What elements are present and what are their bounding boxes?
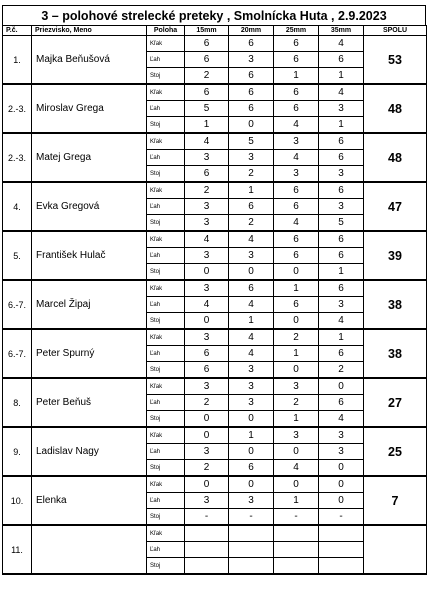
table-row (3, 378, 427, 395)
score-cell: 3 (274, 378, 319, 395)
score-cell: 0 (319, 493, 364, 509)
total-score: 25 (364, 427, 427, 476)
score-cell: 6 (319, 231, 364, 248)
score-cell: 2 (274, 395, 319, 411)
score-cell: 6 (274, 84, 319, 101)
score-cell: 3 (274, 166, 319, 183)
score-cell: 4 (319, 36, 364, 52)
total-score: 53 (364, 36, 427, 85)
competitor-name: Peter Beňuš (32, 378, 147, 427)
score-cell: 2 (185, 395, 229, 411)
score-cell (274, 542, 319, 558)
header-25mm: 25mm (274, 26, 319, 36)
competitor-name: Ladislav Nagy (32, 427, 147, 476)
rank-cell: 11. (3, 525, 32, 574)
header-poloha: Poloha (147, 26, 185, 36)
position-label: Kľak (147, 133, 185, 150)
position-label: Stoj (147, 166, 185, 183)
position-label: Stoj (147, 362, 185, 379)
score-cell: 6 (185, 84, 229, 101)
rank-cell: 1. (3, 36, 32, 85)
position-label: Ľah (147, 297, 185, 313)
rank-cell: 6.-7. (3, 329, 32, 378)
position-label: Ľah (147, 346, 185, 362)
total-score: 38 (364, 280, 427, 329)
score-cell: 0 (274, 313, 319, 330)
rank-cell: 5. (3, 231, 32, 280)
score-cell (274, 558, 319, 575)
score-cell: 3 (185, 215, 229, 232)
score-cell: 3 (185, 378, 229, 395)
header-pos: P.č. (3, 26, 32, 36)
score-cell: 0 (229, 444, 274, 460)
score-cell: 6 (319, 133, 364, 150)
position-label: Kľak (147, 280, 185, 297)
position-label: Stoj (147, 411, 185, 428)
score-cell: 3 (229, 52, 274, 68)
score-cell: 3 (185, 329, 229, 346)
competitor-block (3, 133, 427, 182)
position-label: Kľak (147, 525, 185, 542)
competitor-block (3, 280, 427, 329)
page-title: 3 – polohové strelecké preteky , Smolnícka Huta , 2.9.2023 (2, 5, 426, 25)
score-cell: 3 (229, 150, 274, 166)
score-cell: 6 (229, 460, 274, 477)
score-cell: 1 (274, 411, 319, 428)
score-cell: 6 (274, 52, 319, 68)
score-cell: 0 (185, 411, 229, 428)
total-score: 48 (364, 133, 427, 182)
score-cell: 3 (274, 133, 319, 150)
position-label: Ľah (147, 444, 185, 460)
score-cell: 0 (229, 264, 274, 281)
score-cell: 5 (319, 215, 364, 232)
total-score: 48 (364, 84, 427, 133)
rank-cell: 2.-3. (3, 133, 32, 182)
score-cell: 4 (274, 460, 319, 477)
score-cell: 4 (274, 215, 319, 232)
position-label: Kľak (147, 231, 185, 248)
header-name: Priezvisko, Meno (32, 26, 147, 36)
score-cell: 5 (229, 133, 274, 150)
score-cell: 6 (319, 395, 364, 411)
score-cell: 6 (229, 36, 274, 52)
score-cell: 2 (319, 362, 364, 379)
table-row (3, 280, 427, 297)
score-cell: 0 (319, 460, 364, 477)
table-row (3, 525, 427, 542)
score-cell: 0 (274, 362, 319, 379)
score-cell: - (274, 509, 319, 526)
score-cell: 6 (274, 297, 319, 313)
score-cell: 6 (319, 280, 364, 297)
competitor-name: Matej Grega (32, 133, 147, 182)
score-cell: 6 (319, 346, 364, 362)
score-cell: 3 (185, 444, 229, 460)
table-row (3, 36, 427, 52)
score-cell: 3 (185, 493, 229, 509)
position-label: Stoj (147, 264, 185, 281)
score-cell: 3 (274, 427, 319, 444)
score-cell (274, 525, 319, 542)
score-cell: 1 (185, 117, 229, 134)
table-row (3, 182, 427, 199)
rank-cell: 2.-3. (3, 84, 32, 133)
score-cell (319, 558, 364, 575)
score-cell: 4 (319, 411, 364, 428)
score-cell: 2 (185, 182, 229, 199)
position-label: Ľah (147, 52, 185, 68)
position-label: Ľah (147, 395, 185, 411)
score-cell: 6 (229, 84, 274, 101)
position-label: Ľah (147, 248, 185, 264)
position-label: Ľah (147, 493, 185, 509)
header-spolu: SPOLU (364, 26, 427, 36)
score-cell: 0 (274, 444, 319, 460)
score-cell: 0 (274, 476, 319, 493)
score-cell: 6 (274, 101, 319, 117)
score-cell: 3 (229, 362, 274, 379)
score-cell: 6 (319, 150, 364, 166)
score-cell: 6 (274, 231, 319, 248)
competitor-block (3, 378, 427, 427)
results-table (2, 25, 427, 575)
score-cell: 3 (319, 166, 364, 183)
score-cell: 6 (274, 36, 319, 52)
score-cell: 4 (229, 231, 274, 248)
total-score: 39 (364, 231, 427, 280)
score-cell: 6 (229, 68, 274, 85)
score-cell: 0 (274, 264, 319, 281)
score-cell: 1 (319, 117, 364, 134)
score-cell: 6 (274, 199, 319, 215)
score-cell: - (185, 509, 229, 526)
total-score: 38 (364, 329, 427, 378)
score-cell: 2 (274, 329, 319, 346)
score-cell: 3 (185, 150, 229, 166)
score-cell: - (319, 509, 364, 526)
score-cell: 2 (229, 166, 274, 183)
score-cell: 3 (229, 395, 274, 411)
position-label: Kľak (147, 329, 185, 346)
position-label: Kľak (147, 476, 185, 493)
competitor-block (3, 84, 427, 133)
score-cell: 0 (319, 378, 364, 395)
score-cell: 4 (274, 117, 319, 134)
total-score: 27 (364, 378, 427, 427)
score-cell: 0 (319, 476, 364, 493)
score-cell: 3 (229, 378, 274, 395)
total-score: 7 (364, 476, 427, 525)
score-cell: 6 (185, 362, 229, 379)
position-label: Kľak (147, 427, 185, 444)
score-cell: 0 (229, 411, 274, 428)
score-cell: 6 (229, 199, 274, 215)
position-label: Ľah (147, 150, 185, 166)
score-cell (229, 558, 274, 575)
rank-cell: 9. (3, 427, 32, 476)
score-cell (319, 542, 364, 558)
competitor-name: Evka Gregová (32, 182, 147, 231)
position-label: Kľak (147, 36, 185, 52)
score-cell: 6 (274, 182, 319, 199)
competitor-name: Marcel Žipaj (32, 280, 147, 329)
score-cell: 3 (319, 199, 364, 215)
score-cell: 6 (319, 52, 364, 68)
score-cell: 6 (185, 52, 229, 68)
score-cell: 2 (229, 215, 274, 232)
score-cell (229, 525, 274, 542)
score-cell: 3 (185, 280, 229, 297)
total-score: 47 (364, 182, 427, 231)
score-cell: 0 (185, 313, 229, 330)
position-label: Ľah (147, 199, 185, 215)
score-cell: 4 (319, 84, 364, 101)
table-row (3, 329, 427, 346)
position-label: Stoj (147, 558, 185, 575)
score-cell: 4 (185, 297, 229, 313)
score-cell: 3 (319, 444, 364, 460)
score-cell: 2 (185, 68, 229, 85)
score-cell: 6 (229, 101, 274, 117)
competitor-name: Majka Beňušová (32, 36, 147, 85)
header-15mm: 15mm (185, 26, 229, 36)
position-label: Stoj (147, 509, 185, 526)
competitor-name (32, 525, 147, 574)
score-cell: 1 (274, 493, 319, 509)
score-cell: 6 (185, 166, 229, 183)
competitor-block (3, 36, 427, 85)
results-sheet (2, 5, 426, 575)
score-cell: 4 (229, 329, 274, 346)
score-cell (185, 558, 229, 575)
score-cell: 6 (274, 248, 319, 264)
table-row (3, 231, 427, 248)
position-label: Kľak (147, 378, 185, 395)
competitor-block (3, 182, 427, 231)
score-cell: 4 (229, 297, 274, 313)
rank-cell: 6.-7. (3, 280, 32, 329)
competitor-name: František Hulač (32, 231, 147, 280)
score-cell: 1 (319, 68, 364, 85)
score-cell: 6 (319, 182, 364, 199)
score-cell: 2 (185, 460, 229, 477)
score-cell: 1 (274, 346, 319, 362)
score-cell: 3 (229, 248, 274, 264)
score-cell: 3 (319, 101, 364, 117)
score-cell: 4 (274, 150, 319, 166)
position-label: Stoj (147, 215, 185, 232)
score-cell: 1 (229, 313, 274, 330)
score-cell (319, 525, 364, 542)
score-cell: 3 (229, 493, 274, 509)
header-35mm: 35mm (319, 26, 364, 36)
score-cell: 3 (185, 248, 229, 264)
position-label: Stoj (147, 117, 185, 134)
score-cell: 3 (319, 297, 364, 313)
score-cell: 0 (185, 427, 229, 444)
score-cell: 6 (229, 280, 274, 297)
total-score (364, 525, 427, 574)
score-cell: - (229, 509, 274, 526)
score-cell: 4 (319, 313, 364, 330)
score-cell: 1 (274, 68, 319, 85)
competitor-block (3, 329, 427, 378)
position-label: Stoj (147, 460, 185, 477)
score-cell: 4 (185, 133, 229, 150)
score-cell: 0 (185, 264, 229, 281)
position-label: Kľak (147, 84, 185, 101)
score-cell: 3 (319, 427, 364, 444)
rank-cell: 10. (3, 476, 32, 525)
competitor-block (3, 427, 427, 476)
competitor-block (3, 525, 427, 574)
score-cell: 1 (274, 280, 319, 297)
position-label: Ľah (147, 101, 185, 117)
score-cell: 6 (319, 248, 364, 264)
competitor-block (3, 476, 427, 525)
score-cell: 3 (185, 199, 229, 215)
score-cell: 1 (319, 264, 364, 281)
score-cell (185, 525, 229, 542)
header-row (3, 26, 427, 36)
table-row (3, 427, 427, 444)
rank-cell: 8. (3, 378, 32, 427)
table-row (3, 133, 427, 150)
position-label: Kľak (147, 182, 185, 199)
competitor-name: Elenka (32, 476, 147, 525)
competitor-block (3, 231, 427, 280)
competitor-name: Miroslav Grega (32, 84, 147, 133)
score-cell: 0 (229, 117, 274, 134)
score-cell: 1 (229, 427, 274, 444)
score-cell: 6 (185, 346, 229, 362)
header-20mm: 20mm (229, 26, 274, 36)
score-cell: 4 (185, 231, 229, 248)
score-cell: 0 (229, 476, 274, 493)
score-cell: 0 (185, 476, 229, 493)
score-cell: 5 (185, 101, 229, 117)
position-label: Ľah (147, 542, 185, 558)
score-cell: 1 (319, 329, 364, 346)
score-cell (185, 542, 229, 558)
score-cell: 4 (229, 346, 274, 362)
score-cell (229, 542, 274, 558)
position-label: Stoj (147, 313, 185, 330)
table-row (3, 84, 427, 101)
competitor-name: Peter Spurný (32, 329, 147, 378)
table-row (3, 476, 427, 493)
position-label: Stoj (147, 68, 185, 85)
rank-cell: 4. (3, 182, 32, 231)
score-cell: 1 (229, 182, 274, 199)
score-cell: 6 (185, 36, 229, 52)
